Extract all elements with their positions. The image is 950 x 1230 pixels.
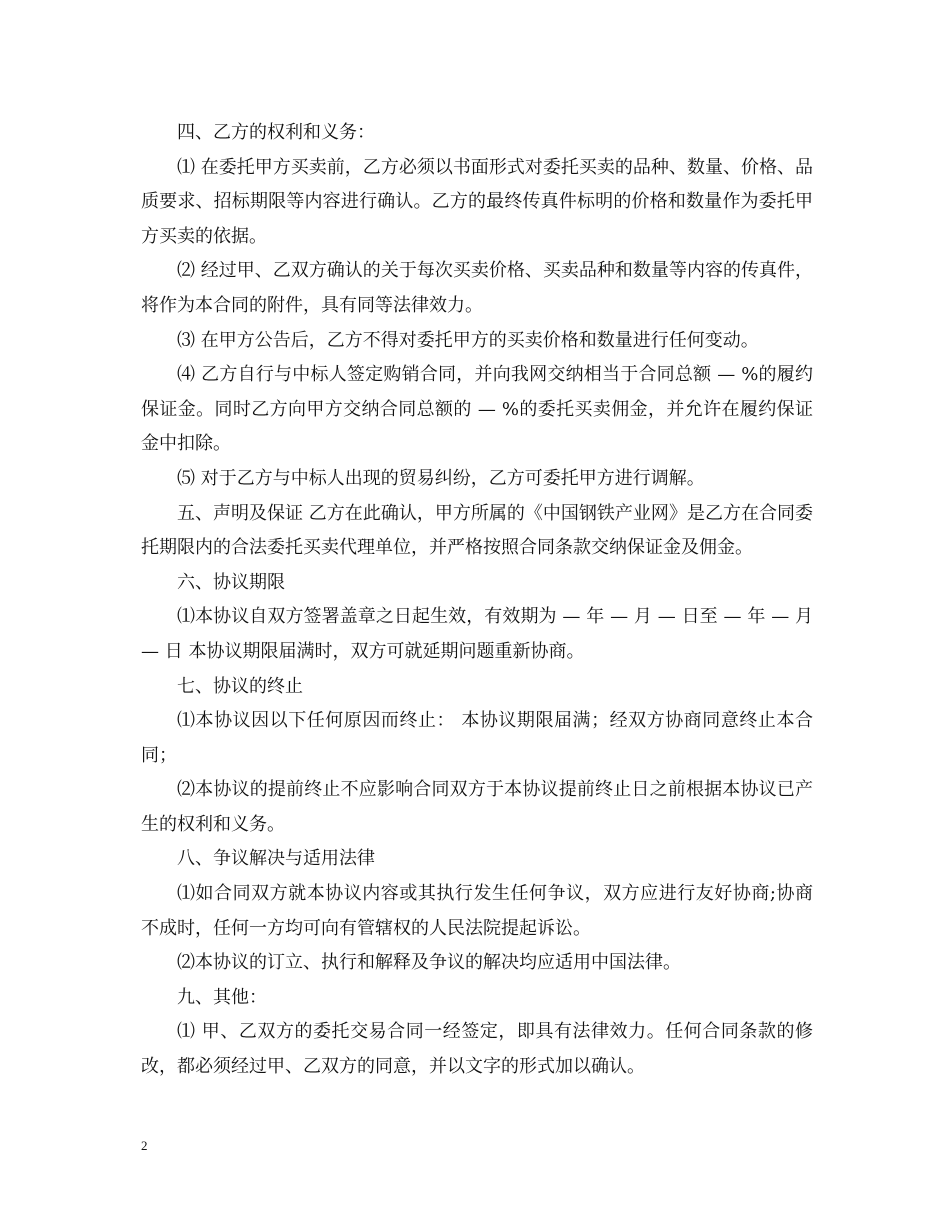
paragraph: ⑷ 乙方自行与中标人签定购销合同，并向我网交纳相当于合同总额 — %的履约保证金。同时乙方向甲方交纳合同总额的 — %的委托买卖佣金，并允许在履约保证金中扣除。 [141, 364, 813, 455]
paragraph: ⑴如合同双方就本协议内容或其执行发生任何争议，双方应进行友好协商;协商不成时，任何一方均可向有管辖权的人民法院提起诉讼。 [141, 883, 813, 939]
paragraph: ⑴ 甲、乙双方的委托交易合同一经签定，即具有法律效力。任何合同条款的修改，都必须经过甲、乙双方的同意，并以文字的形式加以确认。 [141, 1021, 813, 1078]
heading-term: 六、协议期限 [177, 571, 285, 593]
paragraph: ⑵ 经过甲、乙双方确认的关于每次买卖价格、买卖品种和数量等内容的传真件，将作为本合同的附件，具有同等法律效力。 [141, 260, 813, 316]
paragraph: ⑵本协议的订立、执行和解释及争议的解决均应适用中国法律。 [177, 952, 681, 974]
heading-rights-obligations: 四、乙方的权利和义务： [177, 122, 375, 143]
paragraph: ⑸ 对于乙方与中标人出现的贸易纠纷，乙方可委托甲方进行调解。 [177, 467, 705, 489]
paragraph: ⑴ 在委托甲方买卖前，乙方必须以书面形式对委托买卖的品种、数量、价格、品质要求、招标期限等内容进行确认。乙方的最终传真件标明的价格和数量作为委托甲方买卖的依据。 [141, 156, 813, 247]
paragraph: ⑵本协议的提前终止不应影响合同双方于本协议提前终止日之前根据本协议已产生的权利和义务。 [141, 779, 813, 835]
page-number: 2 [141, 1138, 148, 1153]
heading-other: 九、其他： [177, 986, 267, 1008]
paragraph: ⑴本协议自双方签署盖章之日起生效，有效期为 — 年 — 月 — 日至 — 年 — 月 — 日 本协议期限届满时，双方可就延期问题重新协商。 [141, 606, 813, 662]
paragraph: ⑶ 在甲方公告后，乙方不得对委托甲方的买卖价格和数量进行任何变动。 [177, 329, 759, 351]
paragraph: ⑴本协议因以下任何原因而终止： 本协议期限届满；经双方协商同意终止本合同； [141, 710, 813, 766]
document-body [141, 116, 813, 1085]
heading-dispute-law: 八、争议解决与适用法律 [177, 848, 375, 870]
paragraph: 五、声明及保证 乙方在此确认，甲方所属的《中国钢铁产业网》是乙方在合同委托期限内的合法委托买卖代理单位，并严格按照合同条款交纳保证金及佣金。 [141, 502, 813, 559]
heading-termination: 七、协议的终止 [177, 675, 303, 697]
